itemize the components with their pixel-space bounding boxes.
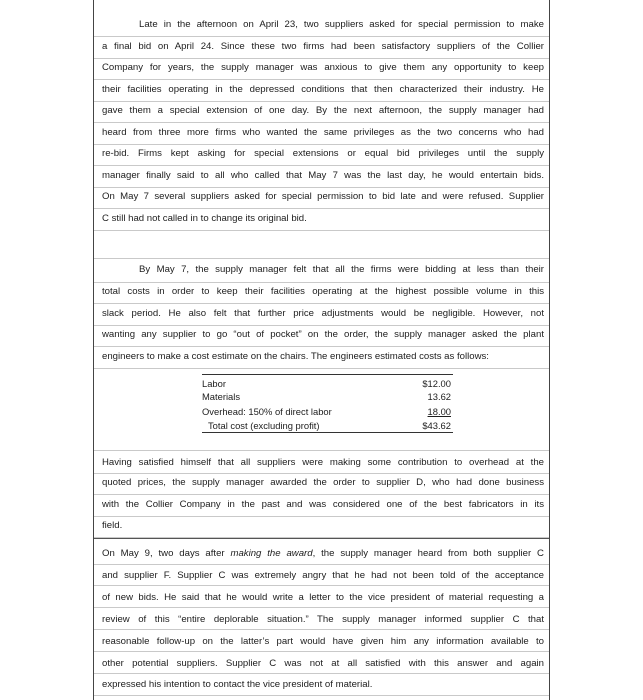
- text-line: a final bid on April 24. Since these two firms had been satisfactory suppliers of the Collier: [102, 41, 544, 52]
- cost-value: 18.00: [427, 406, 451, 417]
- text-line: manager finally said to all who called that May 7 was the last day, he would entertain bids.: [102, 170, 544, 181]
- text-run: On May 9, two days after: [102, 548, 231, 559]
- text-emphasis: making the award: [230, 548, 313, 559]
- text-line: their facilities operating in the depressed conditions that then characterized their industry. He: [102, 84, 544, 95]
- text-line: By May 7, the supply manager felt that all the firms were bidding at less than their: [139, 264, 544, 275]
- cost-label: Labor: [202, 378, 226, 389]
- text-line: and supplier F. Supplier C was extremely angry that he had not been told of the acceptance: [102, 570, 544, 581]
- text-line: field.: [102, 520, 123, 531]
- text-line: review of this “entire deplorable situation.” The supply manager informed supplier C that: [102, 614, 544, 625]
- text-line: wanting any supplier to go “out of pocket” on the order, the supply manager asked the plant: [102, 329, 544, 340]
- text-line: quoted prices, the supply manager awarded the order to supplier D, who had done business: [102, 477, 544, 488]
- text-line: re-bid. Firms kept asking for special extensions or equal bid privileges until the supply: [102, 148, 544, 159]
- text-line: total costs in order to keep their facilities operating at the highest possible volume in this: [102, 286, 544, 297]
- text-line: gave them a special extension of one day. By the next afternoon, the supply manager had: [102, 105, 544, 116]
- cost-label: Overhead: 150% of direct labor: [202, 406, 332, 417]
- text-line: [102, 543, 544, 565]
- text-line: heard from three more firms who wanted the same privileges as the two concerns who had: [102, 127, 544, 138]
- cost-row-materials: [202, 390, 451, 403]
- text-line: with the Collier Company in the past and was considered one of the best fabricators in its: [102, 499, 544, 510]
- table-bottom-rule: [202, 432, 453, 433]
- cost-row-total: [202, 419, 451, 432]
- cost-row-labor: [202, 377, 451, 390]
- text-line: Company for years, the supply manager was anxious to give them any opportunity to keep: [102, 62, 544, 73]
- text-line: engineers to make a cost estimate on the chairs. The engineers estimated costs as follows:: [102, 351, 489, 362]
- document-page: [93, 0, 550, 700]
- text-line: reasonable follow-up on the latter’s part would have given him any information available to: [102, 636, 544, 647]
- cost-value: 13.62: [427, 391, 451, 402]
- text-line: Having satisfied himself that all suppliers were making some contribution to overhead at the: [102, 457, 544, 468]
- text-line: slack period. He also felt that further price adjustments would be negligible. However, not: [102, 308, 544, 319]
- text-line: C still had not called in to change its original bid.: [102, 213, 307, 224]
- cost-label: Total cost (excluding profit): [208, 420, 320, 431]
- table-top-rule: [202, 374, 453, 375]
- text-line: of new bids. He said that he would write a letter to the vice president of material requesting a: [102, 592, 544, 603]
- cost-value: $12.00: [422, 378, 451, 389]
- text-run: , the supply manager heard from both supplier C: [312, 548, 544, 559]
- cost-row-overhead: [202, 405, 451, 418]
- cost-label: Materials: [202, 391, 241, 402]
- text-line: On May 7 several suppliers asked for special permission to bid late and were refused. Supplier: [102, 191, 544, 202]
- text-line: other potential suppliers. Supplier C was not at all satisfied with this answer and again: [102, 658, 544, 669]
- cost-value: $43.62: [422, 420, 451, 431]
- text-line: Late in the afternoon on April 23, two suppliers asked for special permission to make: [139, 19, 544, 30]
- text-line: expressed his intention to contact the vice president of material.: [102, 679, 373, 690]
